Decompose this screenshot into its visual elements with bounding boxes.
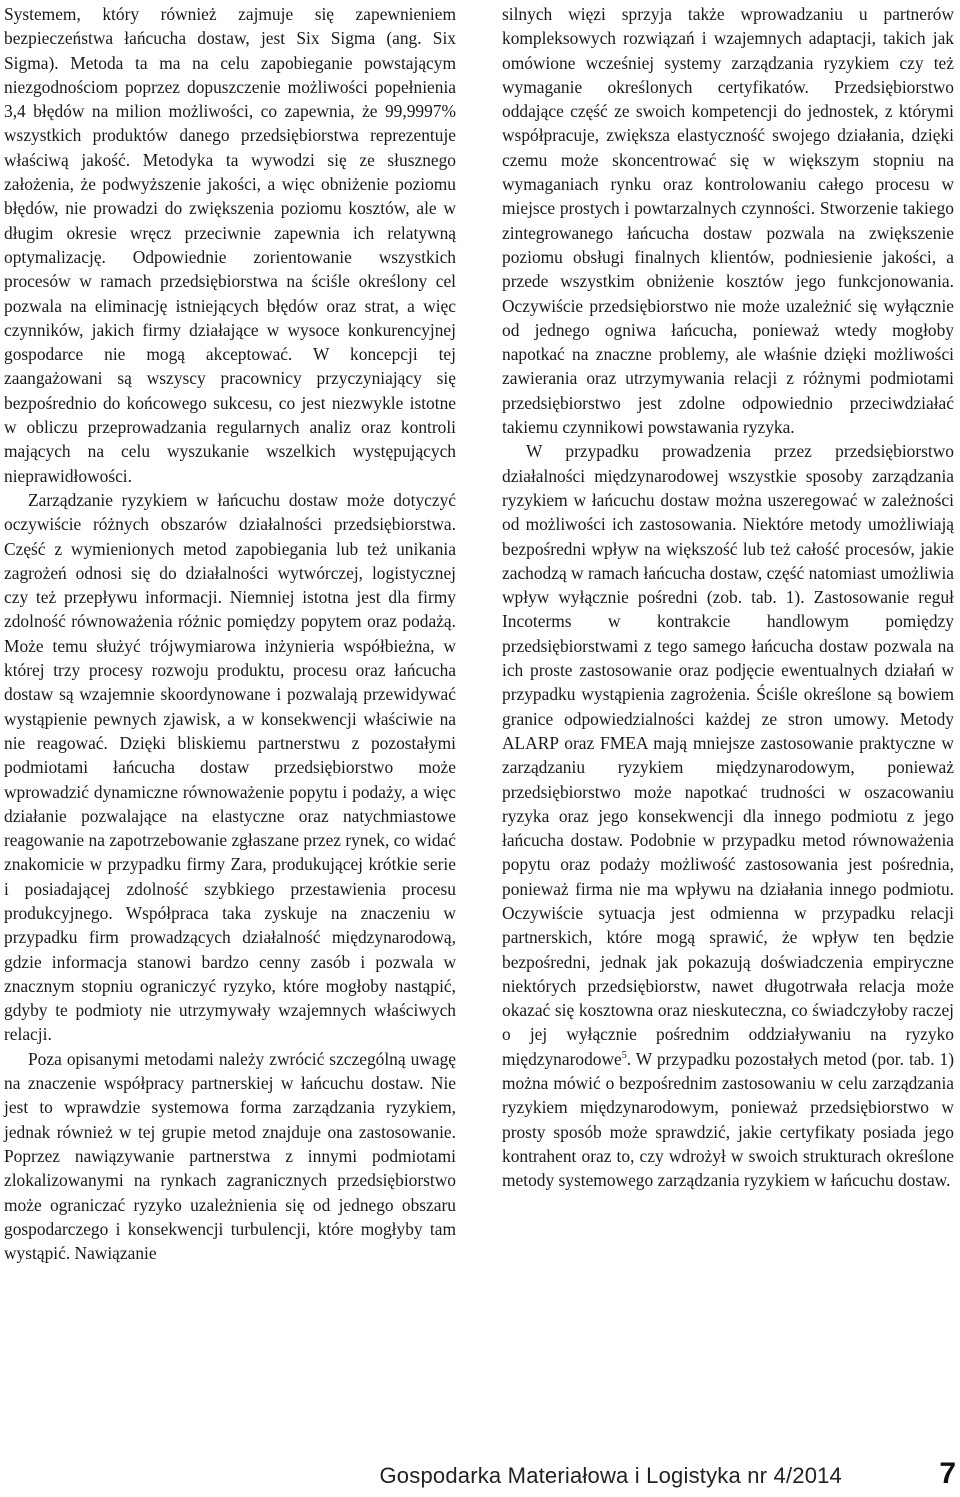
paragraph-risk-management-areas: Zarządzanie ryzykiem w łańcuchu dostaw może dotyczyć oczywiście różnych obszarów działalności przedsiębiorstwa. Część z wymienionych metod zapobiegania lub też unikania zagrożeń odnosi się do działalności wytwórczej, logistycznej czy też przepływu informacji. Niemniej istotna jest dla firmy zdolność równoważenia różnic pomiędzy popytem oraz podażą. Może temu służyć trójwymiarowa inżynieria współbieżna, w której trzy procesy rozwoju produktu, procesu oraz łańcucha dostaw są wzajemnie skoordynowane i pozwalają przewidywać wystąpienie pewnych zjawisk, a w konsekwencji właściwie na nie reagować. Dzięki bliskiemu partnerstwu z pozostałymi podmiotami łańcucha dostaw przedsiębiorstwo może wprowadzić dynamiczne równoważenie popytu i podaży, a więc działanie pozwalające na elastyczne oraz natychmiastowe reagowanie na zapotrzebowanie zgłaszane przez rynek, co widać znakomicie w przypadku firmy Zara, produkującej krótkie serie i posiadającej zdolność szybkiego przestawienia procesu produkcyjnego. Współpraca taka zyskuje na znaczeniu w przypadku firm prowadzących działalność międzynarodową, gdzie informacja stanowi bardzo cenny zasób i pozwala w znacznym stopniu ograniczyć ryzyko, które mogłoby nastąpić, gdyby te podmioty nie utrzymywały wzajemnych właściwych relacji. [4, 489, 456, 1045]
right-column [502, 2, 954, 1193]
paragraph-partnership: Poza opisanymi metodami należy zwrócić szczególną uwagę na znaczenie współpracy partnerskiej w łańcuchu dostaw. Nie jest to wprawdzie systemowa forma zarządzania ryzykiem, jednak również w tej grupie metod znajduje ona zastosowanie. Poprzez nawiązywanie partnerstwa z innymi podmiotami zlokalizowanymi na rynkach zagranicznych przedsiębiorstwo może ograniczać ryzyko uzależnienia się od jednego obszaru gospodarczego i konsekwencji turbulencji, które mogłyby tam wystąpić. Nawiązanie [4, 1048, 456, 1264]
footnote-reference[interactable]: 5 [621, 1049, 627, 1061]
paragraph-text-after-footnote: . W przypadku pozostałych metod (por. tab. 1) można mówić o bezpośrednim zastosowaniu w celu zarządzania ryzykiem międzynarodowym, ponieważ przedsiębiorstwo w prosty sposób może sprawdzić, jakie certyfikaty posiada jego kontrahent oraz to, czy wdrożył w swoich strukturach określone metody systemowego zarządzania ryzykiem w łańcuchu dostaw. [502, 1048, 954, 1191]
journal-title: Gospodarka Materiałowa i Logistyka nr 4/2014 [379, 1463, 842, 1488]
page-footer [0, 1459, 960, 1493]
paragraph-international-risk [502, 439, 954, 1192]
paragraph-text-before-footnote: W przypadku prowadzenia przez przedsiębiorstwo działalności międzynarodowej wszystkie sposoby zarządzania ryzykiem w łańcuchu dostaw można uszeregować w zależności od możliwości ich zastosowania. Niektóre metody umożliwiają bezpośredni wpływ na większość lub też całość procesów, jakie zachodzą w ramach łańcucha dostaw, część natomiast umożliwia wpływ wyłącznie pośredni (zob. tab. 1). Zastosowanie reguł Incoterms w kontrakcie handlowym pomiędzy przedsiębiorstwami z tego samego łańcucha dostaw pozwala na ich proste zastosowanie oraz podjęcie ewentualnych działań w przypadku wystąpienia zagrożenia. Ściśle określone są bowiem granice odpowiedzialności każdej ze stron umowy. Metody ALARP oraz FMEA mają mniejsze zastosowanie praktyczne w zarządzaniu ryzykiem międzynarodowym, ponieważ przedsiębiorstwo może napotkać trudności w oszacowaniu ryzyka oraz jego konsekwencji dla innego podmiotu z jego łańcucha dostaw. Podobnie w przypadku metod równoważenia popytu oraz podaży możliwość zastosowania jest pośrednia, ponieważ firma nie ma wpływu na działania innego podmiotu. Oczywiście sytuacja jest odmienna w przypadku relacji partnerskich, które mogą sprawić, że wpływ ten będzie bezpośredni, jednak jak pokazują doświadczenia empiryczne niektórych przedsiębiorstw, nawet długotrwała relacja może okazać się kosztowna oraz nieskuteczna, co świadczyłoby raczej o jej wyłącznie pośrednim oddziaływaniu na ryzyko międzynarodowe [502, 441, 954, 1069]
paragraph-six-sigma: Systemem, który również zajmuje się zapewnieniem bezpieczeństwa łańcucha dostaw, jest Six Sigma (ang. Six Sigma). Metoda ta ma na celu zapobieganie powstającym niezgodnościom poprzez dopuszczenie możliwości popełnienia 3,4 błędów na milion możliwości, co zapewnia, że 99,9997% wszystkich produktów danego przedsiębiorstwa reprezentuje właściwą jakość. Metodyka ta wywodzi się ze słusznego założenia, że podwyższenie jakości, a więc obniżenie poziomu błędów, nie prowadzi do zwiększenia poziomu kosztów, ale w długim okresie wręcz przeciwnie zapewnia ich relatywną optymalizację. Odpowiednie zorientowanie wszystkich procesów w ramach przedsiębiorstwa na ściśle określony cel pozwala na eliminację istniejących błędów oraz strat, a więc czynników, jakich firmy działające w wysoce konkurencyjnej gospodarce nie mogą akceptować. W koncepcji tej zaangażowani są wszyscy pracownicy przyczyniający się bezpośrednio do końcowego sukcesu, co jest niezwykle istotne w obliczu przeprowadzania regularnych analiz oraz kontroli mających na celu wyszukanie wszelkich występujących nieprawidłowości. [4, 4, 456, 486]
left-column [4, 2, 456, 1265]
page-number: 7 [939, 1457, 956, 1490]
paragraph-partnership-continued: silnych więzi sprzyja także wprowadzaniu u partnerów kompleksowych rozwiązań i wzajemnych adaptacji, takich jak omówione wcześniej systemy zarządzania ryzykiem czy też wymaganie określonych certyfikatów. Przedsiębiorstwo oddające część ze swoich kompetencji do jednostek, z którymi współpracuje, zwiększa elastyczność swojego działania, dzięki czemu może skoncentrować się w większym stopniu na wymaganiach rynku oraz kontrolowaniu całego procesu w miejsce prostych i powtarzalnych czynności. Stworzenie takiego zintegrowanego łańcucha dostaw pozwala na zwiększenie poziomu obsługi finalnych klientów, podniesienie jakości, a przede wszystkim obniżenie kosztów jego funkcjonowania. Oczywiście przedsiębiorstwo nie może uzależnić się wyłącznie od jednego ogniwa łańcucha, ponieważ wtedy mogłoby napotkać na znaczne problemy, ale właśnie dzięki możliwości zawierania oraz utrzymywania relacji z różnymi podmiotami przedsiębiorstwo jest zdolne odpowiednio przeciwdziałać takiemu czynnikowi powstawania ryzyka. [502, 4, 954, 438]
